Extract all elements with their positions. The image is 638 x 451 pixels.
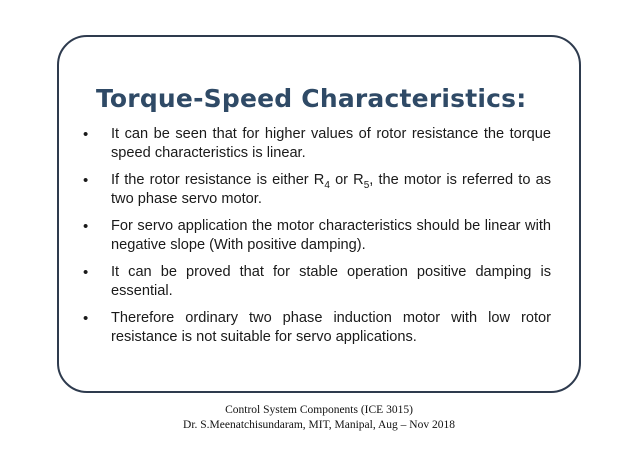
bullet-item-5: [83, 309, 551, 347]
bullet-text-5: Therefore ordinary two phase induction motor with low rotor resistance is not suitable for servo applications.: [111, 310, 551, 345]
subscript-4: 4: [324, 179, 330, 191]
footer-author: Dr. S.Meenatchisundaram, MIT, Manipal, Aug – Nov 2018: [183, 419, 455, 431]
bullet-marker: •: [83, 310, 89, 327]
bullet-item-2: [83, 171, 551, 209]
bullet-text-2-part2: or R: [329, 172, 364, 188]
bullet-text-2-part1: If the rotor resistance is either R: [111, 172, 325, 188]
bullet-marker: •: [83, 218, 89, 235]
bullet-item-3: [83, 217, 551, 255]
footer-course: Control System Components (ICE 3015): [225, 404, 413, 416]
bullet-marker: •: [83, 172, 89, 189]
bullet-list: [83, 125, 551, 355]
bullet-text-2-part3: , the motor is referred to as two phase servo motor.: [111, 172, 552, 207]
bullet-text-2: [111, 171, 551, 209]
bullet-item-1: [83, 125, 551, 163]
bullet-marker: •: [83, 264, 89, 281]
bullet-marker: •: [83, 126, 89, 143]
bullet-text-4: It can be proved that for stable operation positive damping is essential.: [111, 264, 551, 299]
bullet-item-4: [83, 263, 551, 301]
slide-title: Torque-Speed Characteristics:: [96, 84, 527, 113]
subscript-5: 5: [363, 179, 370, 191]
bullet-text-1: It can be seen that for higher values of rotor resistance the torque speed characteristics is linear.: [111, 126, 551, 161]
bullet-text-3: For servo application the motor characteristics should be linear with negative slope (With positive damping).: [111, 218, 551, 253]
